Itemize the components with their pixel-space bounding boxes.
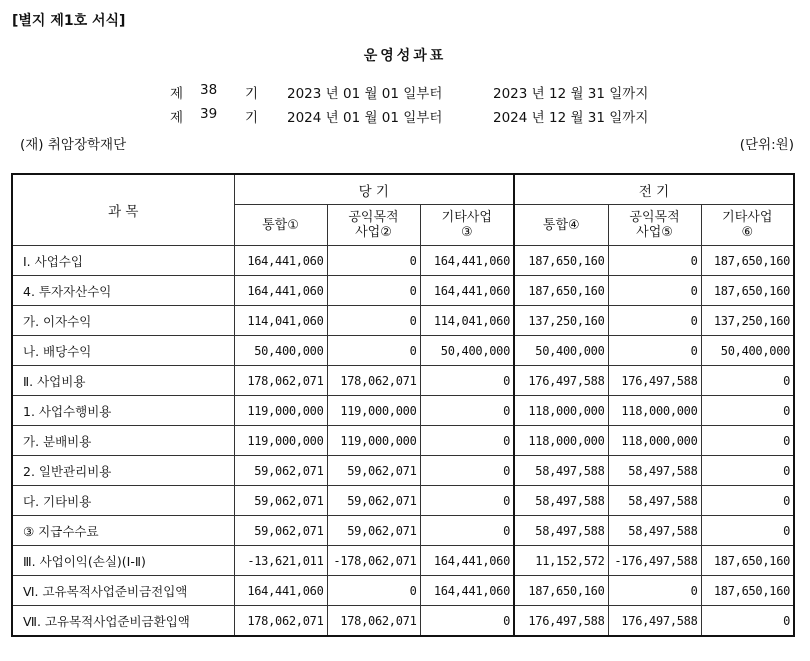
value-cell: 0 [420,606,514,637]
row-label: Ⅶ. 고유목적사업준비금환입액 [12,606,234,637]
value-cell: 0 [701,396,794,426]
value-cell: 0 [420,426,514,456]
value-cell: 187,650,160 [701,246,794,276]
column-header: 기타사업 ⑥ [701,205,794,246]
previous-period-header: 전 기 [514,174,794,205]
value-cell: 164,441,060 [420,276,514,306]
value-cell: 50,400,000 [420,336,514,366]
value-cell: 119,000,000 [234,396,327,426]
period-2-number: 39 [200,106,218,122]
value-cell: 11,152,572 [514,546,608,576]
row-label: ③ 지급수수료 [12,516,234,546]
value-cell: 0 [608,276,701,306]
row-label: Ⅰ. 사업수입 [12,246,234,276]
value-cell: 114,041,060 [234,306,327,336]
period-2-from: 2024 년 01 월 01 일부터 [287,110,443,126]
value-cell: -13,621,011 [234,546,327,576]
header-row-top [12,174,794,205]
table-row [12,426,794,456]
value-cell: 176,497,588 [514,606,608,637]
value-cell: 118,000,000 [608,396,701,426]
value-cell: 0 [608,306,701,336]
table-row [12,336,794,366]
value-cell: 119,000,000 [327,396,420,426]
column-header: 기타사업 ③ [420,205,514,246]
row-label: 다. 기타비용 [12,486,234,516]
table-row [12,276,794,306]
table-row [12,576,794,606]
value-cell: 0 [608,336,701,366]
period-1-to: 2023 년 12 월 31 일까지 [493,86,649,102]
value-cell: 50,400,000 [701,336,794,366]
form-label: [별지 제1호 서식] [12,13,126,29]
value-cell: 58,497,588 [608,516,701,546]
value-cell: 178,062,071 [234,366,327,396]
value-cell: 164,441,060 [420,546,514,576]
row-label: 2. 일반관리비용 [12,456,234,486]
value-cell: 178,062,071 [327,366,420,396]
value-cell: 164,441,060 [234,576,327,606]
value-cell: 178,062,071 [327,606,420,637]
value-cell: 59,062,071 [234,516,327,546]
value-cell: 59,062,071 [327,456,420,486]
value-cell: 176,497,588 [514,366,608,396]
table-row [12,366,794,396]
table-row [12,246,794,276]
value-cell: 164,441,060 [420,576,514,606]
value-cell: 0 [701,456,794,486]
row-label: Ⅱ. 사업비용 [12,366,234,396]
value-cell: 187,650,160 [701,576,794,606]
value-cell: 59,062,071 [327,486,420,516]
value-cell: 0 [420,456,514,486]
row-label: 나. 배당수익 [12,336,234,366]
value-cell: 118,000,000 [514,396,608,426]
value-cell: 114,041,060 [420,306,514,336]
row-label: Ⅵ. 고유목적사업준비금전입액 [12,576,234,606]
value-cell: 164,441,060 [234,246,327,276]
value-cell: 0 [327,336,420,366]
table-row [12,546,794,576]
value-cell: 0 [701,426,794,456]
value-cell: 0 [327,306,420,336]
value-cell: 187,650,160 [514,276,608,306]
value-cell: 164,441,060 [234,276,327,306]
currency-unit: (단위:원) [739,137,794,153]
value-cell: -176,497,588 [608,546,701,576]
value-cell: 58,497,588 [608,486,701,516]
period-2-to: 2024 년 12 월 31 일까지 [493,110,649,126]
table-row [12,456,794,486]
period-1-number: 38 [200,82,218,98]
value-cell: 0 [327,246,420,276]
value-cell: 59,062,071 [327,516,420,546]
row-label: 가. 분배비용 [12,426,234,456]
value-cell: 0 [420,396,514,426]
table-row [12,306,794,336]
value-cell: 164,441,060 [420,246,514,276]
row-label: 4. 투자자산수익 [12,276,234,306]
organization-name: (재) 취암장학재단 [20,137,127,153]
column-header: 공익목적 사업② [327,205,420,246]
value-cell: 59,062,071 [234,486,327,516]
value-cell: 0 [701,516,794,546]
value-cell: 118,000,000 [608,426,701,456]
row-label: 가. 이자수익 [12,306,234,336]
period-1-from: 2023 년 01 월 01 일부터 [287,86,443,102]
value-cell: 50,400,000 [514,336,608,366]
value-cell: 187,650,160 [514,246,608,276]
column-header: 공익목적 사업⑤ [608,205,701,246]
value-cell: 0 [701,486,794,516]
value-cell: 50,400,000 [234,336,327,366]
value-cell: 0 [420,366,514,396]
row-label: Ⅲ. 사업이익(손실)(Ⅰ-Ⅱ) [12,546,234,576]
value-cell: 58,497,588 [514,486,608,516]
table-row [12,606,794,637]
table-row [12,516,794,546]
value-cell: 58,497,588 [514,516,608,546]
subject-header: 과 목 [12,174,234,246]
period-1-prefix: 제 [170,86,184,102]
column-header: 통합④ [514,205,608,246]
value-cell: 119,000,000 [234,426,327,456]
value-cell: -178,062,071 [327,546,420,576]
value-cell: 58,497,588 [608,456,701,486]
value-cell: 0 [701,606,794,637]
table-row [12,486,794,516]
value-cell: 187,650,160 [701,546,794,576]
value-cell: 59,062,071 [234,456,327,486]
value-cell: 187,650,160 [514,576,608,606]
value-cell: 176,497,588 [608,606,701,637]
value-cell: 0 [420,486,514,516]
value-cell: 137,250,160 [701,306,794,336]
value-cell: 0 [608,246,701,276]
value-cell: 118,000,000 [514,426,608,456]
value-cell: 119,000,000 [327,426,420,456]
value-cell: 58,497,588 [514,456,608,486]
row-label: 1. 사업수행비용 [12,396,234,426]
column-header: 통합① [234,205,327,246]
table-row [12,396,794,426]
value-cell: 0 [420,516,514,546]
period-1-suffix: 기 [245,86,259,102]
value-cell: 0 [701,366,794,396]
current-period-header: 당 기 [234,174,514,205]
value-cell: 176,497,588 [608,366,701,396]
period-2-prefix: 제 [170,110,184,126]
value-cell: 0 [608,576,701,606]
value-cell: 0 [327,276,420,306]
value-cell: 187,650,160 [701,276,794,306]
page-title: 운영성과표 [363,48,447,64]
value-cell: 0 [327,576,420,606]
value-cell: 137,250,160 [514,306,608,336]
value-cell: 178,062,071 [234,606,327,637]
period-2-suffix: 기 [245,110,259,126]
operating-results-table [11,173,795,637]
